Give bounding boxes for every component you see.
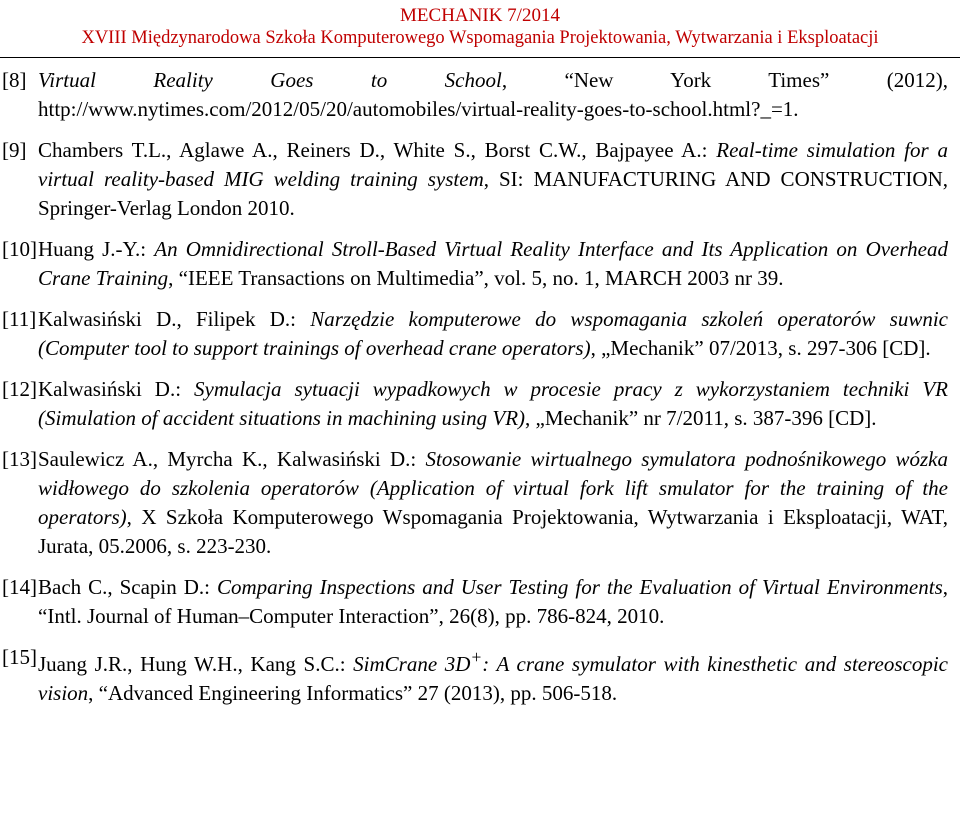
reference-number: [15] — [2, 645, 37, 669]
reference-authors: Chambers T.L., Aglawe A., Reiners D., White S., Borst C.W., Bajpayee A. — [38, 138, 702, 162]
reference-source: , “Intl. Journal of Human–Computer Interaction”, 26(8), pp. 786-824, 2010. — [38, 575, 948, 628]
reference-source: , „Mechanik” 07/2013, s. 297-306 [CD]. — [590, 336, 931, 360]
reference-number: [12] — [2, 377, 37, 401]
reference-9: [9] Chambers T.L., Aglawe A., Reiners D., White S., Borst C.W., Bajpayee A.: Real-time simulation for a virtual reality-based MIG welding training system, SI: MANUFACTURING AND CONSTRUCTION, Springer-Verlag London 2010. — [2, 138, 948, 220]
reference-8 — [0, 66, 948, 124]
reference-title: Narzędzie komputerowe do wspomagania szkoleń operatorów suwnic (Computer tool to support trainings of overhead crane operators) — [38, 307, 948, 360]
reference-number: [10] — [2, 237, 37, 261]
reference-11: [11] Kalwasiński D., Filipek D.: Narzędzie komputerowe do wspomagania szkoleń operatorów suwnic (Computer tool to support trainings of overhead crane operators), „Mechanik” 07/2013, s. 297-306 [CD]. — [2, 307, 948, 360]
page-header — [0, 0, 960, 49]
reference-title-superscript: + — [470, 647, 483, 667]
reference-source: , “Advanced Engineering Informatics” 27 (2013), pp. 506-518. — [88, 681, 618, 705]
reference-number: [13] — [2, 447, 37, 471]
reference-title-rest: : A crane symulator with kinesthetic and stereoscopic vision — [38, 652, 948, 705]
conference-name: XVIII Międzynarodowa Szkoła Komputerowego Wspomagania Projektowania, Wytwarzania i Eksploatacji — [81, 28, 879, 48]
reference-title: Comparing Inspections and User Testing for the Evaluation of Virtual Environments — [216, 575, 943, 599]
reference-number: [11] — [2, 307, 37, 331]
reference-title: Symulacja sytuacji wypadkowych w procesie pracy z wykorzystaniem techniki VR (Simulation of accident situations in machining using VR) — [38, 377, 948, 430]
reference-source: , „Mechanik” nr 7/2011, s. 387-396 [CD]. — [525, 406, 877, 430]
reference-authors: Bach C., Scapin D. — [38, 575, 205, 599]
reference-number: [9] — [2, 138, 27, 162]
reference-source: , SI: MANUFACTURING AND CONSTRUCTION, Springer-Verlag London 2010. — [38, 167, 948, 220]
reference-12: [12] Kalwasiński D.: Symulacja sytuacji wypadkowych w procesie pracy z wykorzystaniem techniki VR (Simulation of accident situations in machining using VR), „Mechanik” nr 7/2011, s. 387-396 [CD]. — [2, 377, 948, 430]
reference-title: Virtual Reality Goes to School — [38, 68, 502, 92]
reference-15: [15] Juang J.R., Hung W.H., Kang S.C.: SimCrane 3D+: A crane symulator with kinesthetic and stereoscopic vision, “Advanced Engineering Informatics” 27 (2013), pp. 506-518. — [2, 645, 948, 705]
reference-url[interactable]: http://www.nytimes.com/2012/05/20/automobiles/virtual-reality-goes-to-school.html?_=1. — [38, 97, 799, 121]
reference-source: , “IEEE Transactions on Multimedia”, vol. 5, no. 1, MARCH 2003 nr 39. — [168, 266, 784, 290]
reference-title: An Omnidirectional Stroll-Based Virtual Reality Interface and Its Application on Overhead Crane Training — [38, 237, 948, 290]
reference-authors: Juang J.R., Hung W.H., Kang S.C. — [38, 652, 340, 676]
journal-issue: MECHANIK 7/2014 — [400, 5, 560, 26]
reference-10: [10] Huang J.-Y.: An Omnidirectional Stroll-Based Virtual Reality Interface and Its Application on Overhead Crane Training, “IEEE Transactions on Multimedia”, vol. 5, no. 1, MARCH 2003 nr 39. — [2, 237, 948, 290]
reference-title: Real-time simulation for a virtual reality-based MIG welding training system — [38, 138, 948, 191]
reference-14: [14] Bach C., Scapin D.: Comparing Inspections and User Testing for the Evaluation of Virtual Environments, “Intl. Journal of Human–Computer Interaction”, 26(8), pp. 786-824, 2010. — [2, 575, 948, 628]
reference-authors: Huang J.-Y. — [38, 237, 141, 261]
reference-number: [8] — [2, 68, 27, 92]
reference-source: , “New York Times” (2012), — [501, 68, 948, 92]
reference-source: , X Szkoła Komputerowego Wspomagania Projektowania, Wytwarzania i Eksploatacji, WAT, Jurata, 05.2006, s. 223-230. — [38, 505, 948, 558]
reference-13: [13] Saulewicz A., Myrcha K., Kalwasiński D.: Stosowanie wirtualnego symulatora podnośnikowego wózka widłowego do szkolenia operatorów (Application of virtual fork lift smulator for the training of the operators), X Szkoła Komputerowego Wspomagania Projektowania, Wytwarzania i Eksploatacji, WAT, Jurata, 05.2006, s. 223-230. — [2, 447, 948, 558]
reference-title: Stosowanie wirtualnego symulatora podnośnikowego wózka widłowego do szkolenia operatorów (Application of virtual fork lift smulator for the training of the operators) — [38, 447, 948, 529]
reference-list — [0, 58, 960, 708]
reference-authors: Kalwasiński D., Filipek D. — [38, 307, 291, 331]
reference-number: [14] — [2, 575, 37, 599]
reference-authors: Kalwasiński D. — [38, 377, 176, 401]
reference-title-main: SimCrane 3D — [353, 652, 471, 676]
reference-authors: Saulewicz A., Myrcha K., Kalwasiński D. — [38, 447, 411, 471]
